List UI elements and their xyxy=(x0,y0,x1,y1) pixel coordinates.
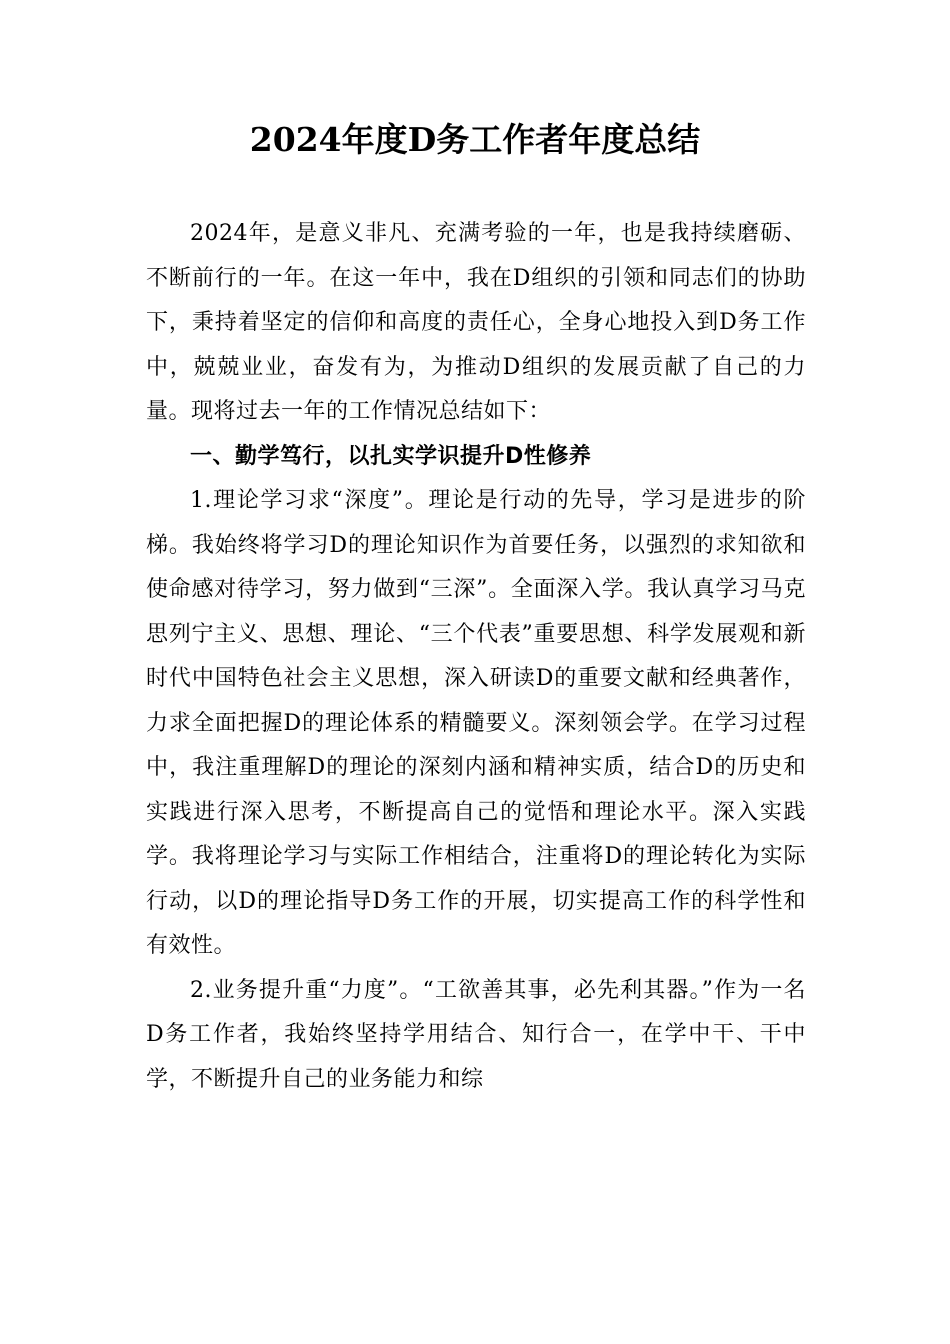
document-body xyxy=(146,212,806,1102)
body-paragraph: 2.业务提升重“力度”。“工欲善其事，必先利其器。”作为一名D务工作者，我始终坚持学用结合、知行合一，在学中干、干中学，不断提升自己的业务能力和综 xyxy=(146,977,806,1092)
body-paragraph: 1.理论学习求“深度”。理论是行动的先导，学习是进步的阶梯。我始终将学习D的理论知识作为首要任务，以强烈的求知欲和使命感对待学习，努力做到“三深”。全面深入学。我认真学习马克思列宁主义、思想、理论、“三个代表”重要思想、科学发展观和新时代中国特色社会主义思想，深入研读D的重要文献和经典著作，力求全面把握D的理论体系的精髓要义。深刻领会学。在学习过程中，我注重理解D的理论的深刻内涵和精神实质，结合D的历史和实践进行深入思考，不断提高自己的觉悟和理论水平。深入实践学。我将理论学习与实际工作相结合，注重将D的理论转化为实际行动，以D的理论指导D务工作的开展，切实提高工作的科学性和有效性。 xyxy=(146,488,806,958)
document-title: 2024年度D务工作者年度总结 xyxy=(249,120,701,159)
intro-paragraph: 2024年，是意义非凡、充满考验的一年，也是我持续磨砺、不断前行的一年。在这一年中，我在D组织的引领和同志们的协助下，秉持着坚定的信仰和高度的责任心，全身心地投入到D务工作中，兢兢业业，奋发有为，为推动D组织的发展贡献了自己的力量。现将过去一年的工作情况总结如下： xyxy=(146,221,806,424)
section-heading: 一、勤学笃行，以扎实学识提升D性修养 xyxy=(190,443,592,469)
